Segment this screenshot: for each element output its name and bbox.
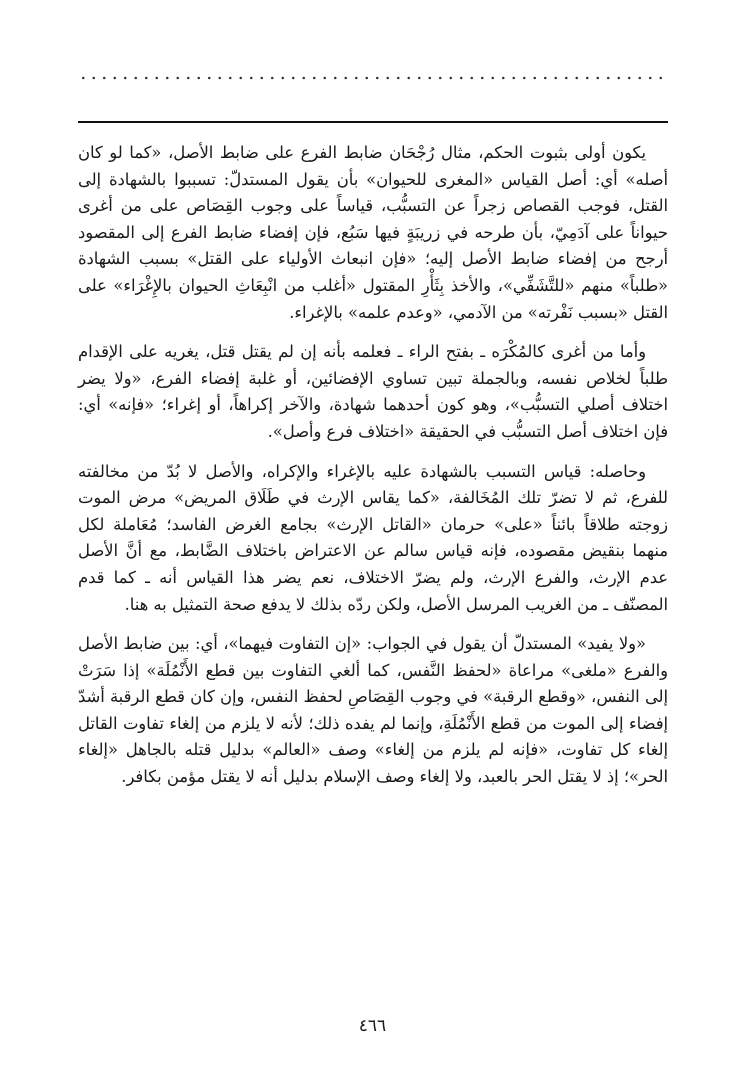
paragraph-2: وأما من أغرى كالمُكْرَه ـ بفتح الراء ـ فعلمه بأنه إن لم يقتل قتل، يغريه على الإقدام طلباً لخلاص نفسه، وبالجملة تبين تساوي الإفضائين، أو غلبة إفضاء الفرع، «ولا يضر اختلاف أصلي التسبُّب»، وهو كون أحدهما شهادة، والآخر إكراهاً، أو إغراء؛ «فإنه» أي: فإن اختلاف أصل التسبُّب في الحقيقة «اختلاف فرع وأصل». bbox=[78, 342, 668, 441]
body-text bbox=[78, 140, 668, 791]
paragraph-4: «ولا يفيد» المستدلّ أن يقول في الجواب: «إن التفاوت فيهما»، أي: بين ضابط الأصل والفرع «ملغى» مراعاة «لحفظ النَّفس، كما ألغي التفاوت بين قطع الأَنْمُلَة» إذا سَرَتْ إلى النفس، «وقطع الرقبة» في وجوب القِصَاصِ لحفظ النفس، وإن كان قطع الرقبة أشدّ إفضاء إلى الموت من قطع الأَنْمُلَةِ، وإنما لم يفده ذلك؛ لأنه لا يلزم من إلغاء تفاوت القاتل إلغاء كل تفاوت، «فإنه لم يلزم من إلغاء» وصف «العالم» بدليل قتله بالجاهل «إلغاء الحر»؛ إذ لا يقتل الحر بالعبد، ولا إلغاء وصف الإسلام بدليل أنه لا يقتل مؤمن بكافر. bbox=[78, 634, 668, 787]
page-number: ٤٦٦ bbox=[358, 1016, 387, 1036]
paragraph-3: وحاصله: قياس التسبب بالشهادة عليه بالإغراء والإكراه، والأصل لا بُدّ من مخالفته للفرع، ثم لا تضرّ تلك المُخَالفة، «كما يقاس الإرث في طَلَاق المريض» مرض الموت زوجته طلاقاً بائناً «على» حرمان «القاتل الإرث» بجامع الغرض الفاسد؛ مُعَاملة لكل منهما بنقيض مقصوده، فإنه قياس سالم عن الاعتراض باختلاف الضَّابط، مع أنَّ الأصل عدم الإرث، والفرع الإرث، ولم يضرّ الاختلاف، نعم يضر هذا القياس أنه ـ كما قدم المصنّف ـ من الغريب المرسل الأصل، ولكن ردّه بذلك لا يدفع صحة التمثيل به هنا. bbox=[78, 461, 668, 614]
paragraph-1: يكون أولى بثبوت الحكم، مثال رُجْحَان ضابط الفرع على ضابط الأصل، «كما لو كان أصله» أي: أصل القياس «المغرى للحيوان» بأن يقول المستدلّ: تسببوا بالشهادة إلى القتل، فوجب القصاص زجراً عن التسبُّب، قياساً على وجوب القِصَاص على من أغرى حيواناً على آدَمِيّ، بأن طرحه في زريبَةٍ فيها سَبُع، فإن إفضاء ضابط الفرع إلى المقصود أرجح من إفضاء ضابط الأصل إليه؛ «فإن انبعاث الأولياء على القتل» بسبب الشهادة «طلباً» منهم «للتَّشَفِّي»، والأخذ بِثَأْرِ المقتول «أغلب من انْبِعَاثِ الحيوان بالإِغْرَاء» على القتل «بسبب نَفْرته» من الآدمي، «وعدم علمه» بالإغراء. bbox=[78, 143, 668, 322]
dotted-separator bbox=[78, 75, 668, 81]
header-rule bbox=[78, 121, 668, 123]
